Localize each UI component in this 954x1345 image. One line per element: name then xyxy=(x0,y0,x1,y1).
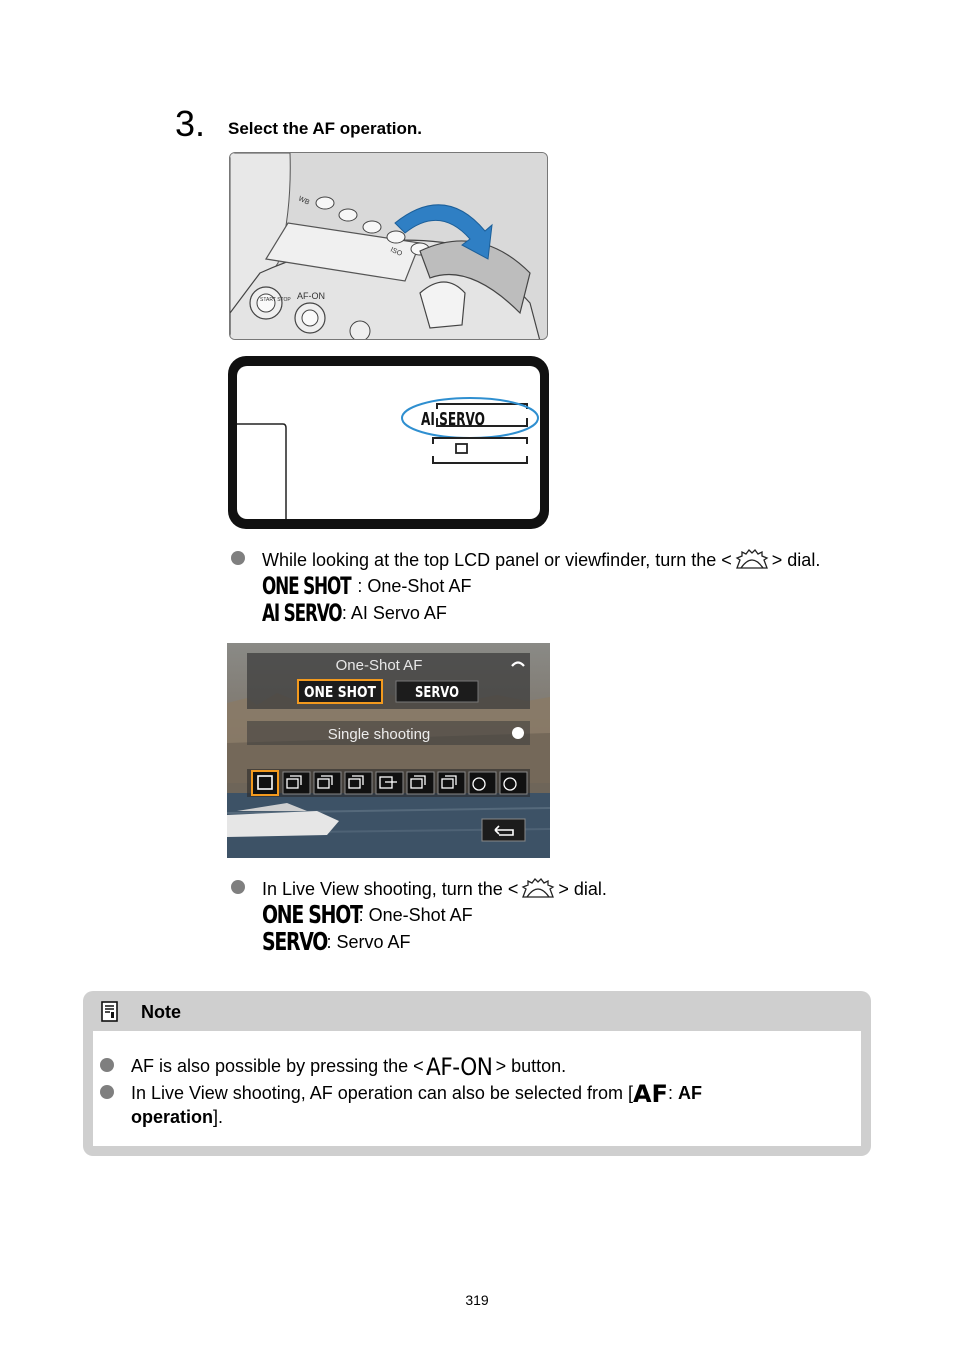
main-dial-icon xyxy=(520,877,556,904)
bullet-dot xyxy=(100,1085,114,1099)
af-screen-title: One-Shot AF xyxy=(335,657,423,674)
drive-mode-label: Single shooting xyxy=(327,726,431,743)
note-item-af-on: AF is also possible by pressing the <AF-ON > button. xyxy=(131,1053,567,1081)
step-title: Select the AF operation. xyxy=(228,119,422,138)
live-view-drawing xyxy=(227,643,550,858)
start-stop-label: START STOP xyxy=(260,297,291,303)
bullet-dot xyxy=(100,1058,114,1072)
lv-one-shot-symbol: ONE SHOT xyxy=(262,900,362,929)
live-view-af-screen xyxy=(227,643,550,858)
af-on-label: AF-ON xyxy=(297,291,325,301)
note-content xyxy=(93,1031,861,1146)
note-item-live-view: In Live View shooting, AF operation can also be selected from [AF: AF operation]. xyxy=(131,1080,702,1127)
lcd-mode-text: AI SERVO xyxy=(421,409,485,430)
wb-label: WB xyxy=(297,195,311,207)
bullet-dot xyxy=(231,880,245,894)
bullet-dot xyxy=(231,551,245,565)
svg-text:ONE SHOT: ONE SHOT xyxy=(304,683,377,701)
instruction-lcd: While looking at the top LCD panel or viewfinder, turn the < > dial. xyxy=(262,548,820,575)
one-shot-option[interactable] xyxy=(298,680,382,703)
af-tab-symbol: AF xyxy=(632,1080,668,1108)
ai-servo-symbol: AI SERVO xyxy=(262,599,342,627)
return-button[interactable] xyxy=(482,819,525,841)
quick-dial-icon xyxy=(512,727,524,739)
single-shooting-icon[interactable] xyxy=(252,771,278,795)
step-number: 3. xyxy=(175,103,206,144)
lv-servo-symbol: SERVO xyxy=(262,927,328,956)
top-lcd-panel-illustration xyxy=(228,356,549,529)
note-box xyxy=(83,991,871,1156)
page-number: 319 xyxy=(465,1292,489,1308)
lcd-panel-drawing xyxy=(237,366,540,519)
instruction-live-view: In Live View shooting, turn the < > dial. xyxy=(262,877,607,904)
note-title: Note xyxy=(141,1002,181,1022)
drive-mode-icons xyxy=(252,771,527,795)
af-on-button-symbol: AF-ON xyxy=(425,1053,493,1081)
camera-top-drawing xyxy=(230,153,548,340)
main-dial-icon xyxy=(734,548,770,575)
svg-text:SERVO: SERVO xyxy=(415,683,459,701)
servo-option[interactable] xyxy=(396,681,478,702)
definition-lv-one-shot: ONE SHOT: One-Shot AF xyxy=(262,900,473,929)
definition-one-shot: ONE SHOT : One-Shot AF xyxy=(262,572,472,600)
one-shot-symbol: ONE SHOT xyxy=(262,572,351,600)
iso-label: ISO xyxy=(389,246,404,258)
camera-top-illustration xyxy=(229,152,548,340)
note-icon xyxy=(101,1001,119,1028)
definition-ai-servo: AI SERVO: AI Servo AF xyxy=(262,599,447,627)
definition-lv-servo: SERVO: Servo AF xyxy=(262,927,411,956)
